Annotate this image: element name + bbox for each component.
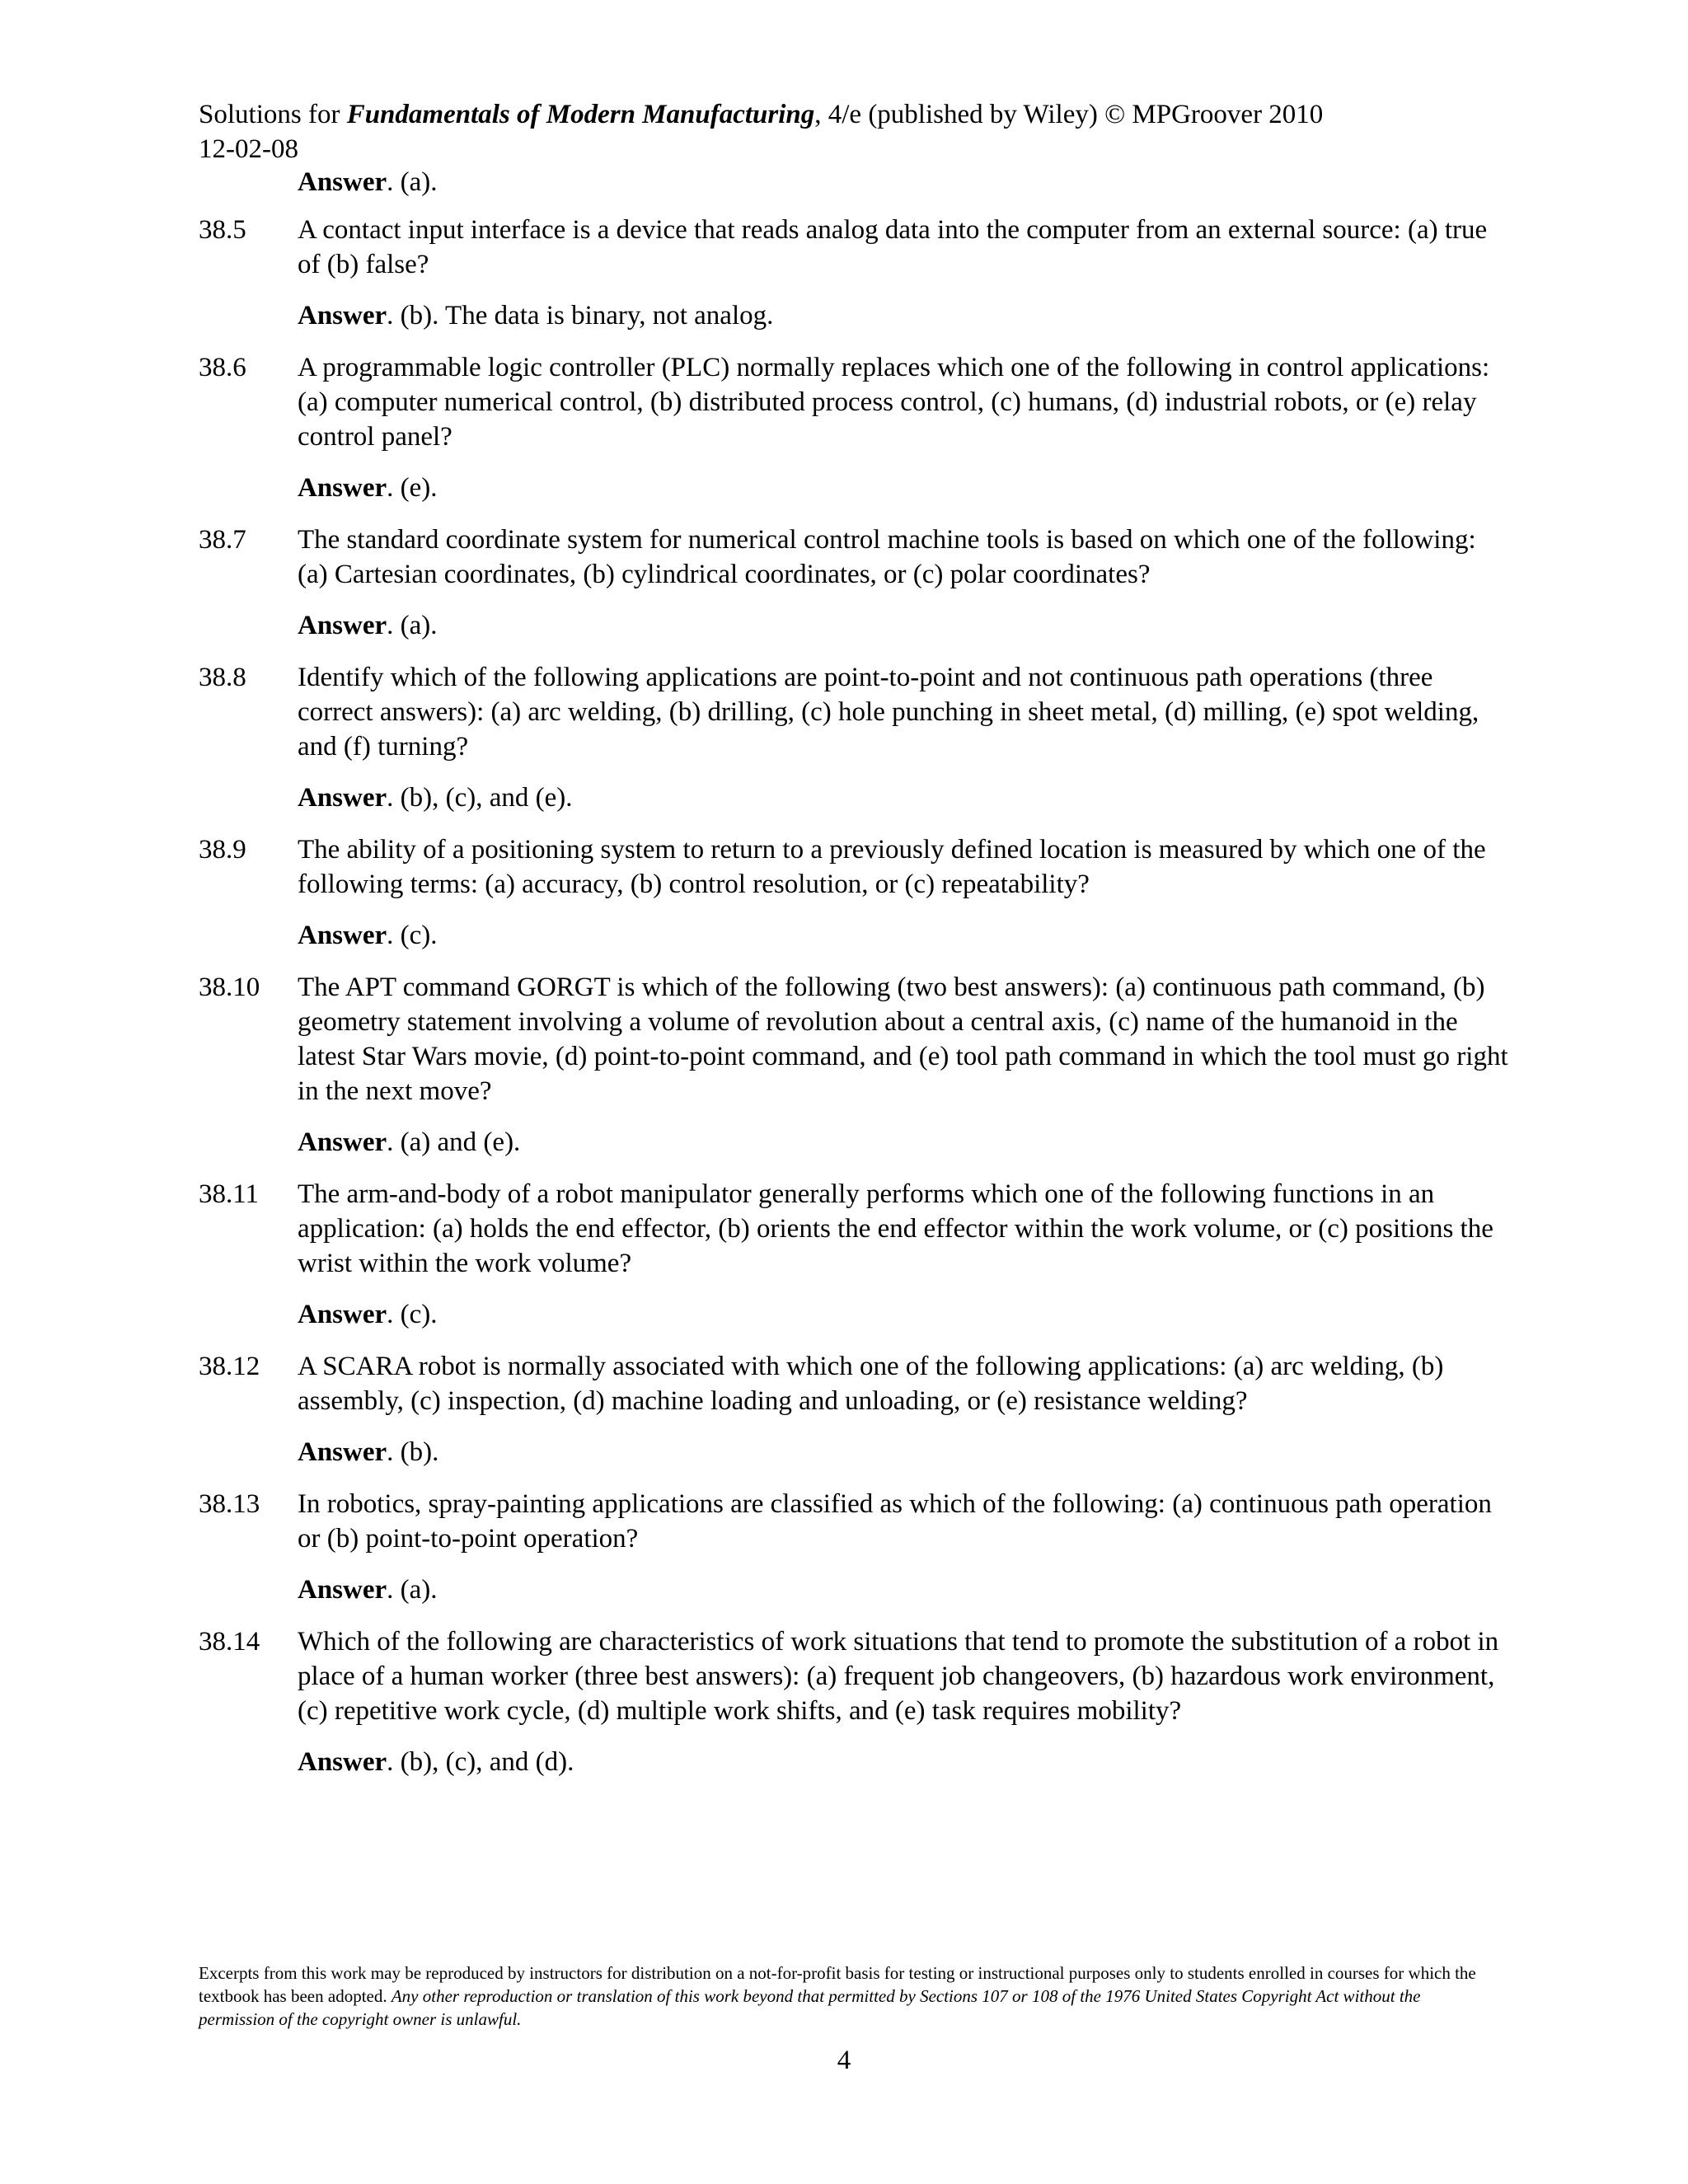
- book-title: Fundamentals of Modern Manufacturing: [346, 100, 815, 129]
- question-number: 38.6: [199, 353, 246, 382]
- footer-italic-text: Any other reproduction or translation of this work beyond that permitted by Sections 107 or 108 of the 1976 United States Copyright Act without the permission of the copyright owner is unlawful.: [199, 1986, 1421, 2029]
- question-item: [199, 1624, 1509, 1797]
- answer-label: Answer: [298, 1300, 387, 1329]
- question-number: 38.10: [199, 972, 260, 1002]
- question-item: [199, 213, 1509, 350]
- question-list: [199, 213, 1509, 1797]
- answer: [298, 471, 1509, 505]
- answer-text: . (c).: [387, 921, 438, 950]
- question-number: 38.11: [199, 1179, 260, 1209]
- answer-text: . (a) and (e).: [387, 1127, 521, 1157]
- question-text: Identify which of the following applications are point-to-point and not continuous path operations (three correct answers): (a) arc welding, (b) drilling, (c) hole punching in sheet metal, (d) milling, (e) spot welding, and (f) turning?: [298, 663, 1479, 762]
- question-item: [199, 832, 1509, 970]
- question-text: Which of the following are characteristics of work situations that tend to promote the substitution of a robot in place of a human worker (three best answers): (a) frequent job changeovers, (b) hazardous work environment, (c) repetitive work cycle, (d) multiple work shifts, and (e) task requires mobility?: [298, 1627, 1499, 1726]
- answer: [298, 1435, 1509, 1469]
- answer-text: . (a).: [387, 611, 438, 640]
- answer-label: Answer: [298, 921, 387, 950]
- answer-label: Answer: [298, 611, 387, 640]
- answer-text: . (b).: [387, 1437, 439, 1467]
- question-item: [199, 970, 1509, 1177]
- question-text: A programmable logic controller (PLC) normally replaces which one of the following in control applications: (a) computer numerical control, (b) distributed process control, (c) humans, (d) industrial robots, or (e) relay control panel?: [298, 353, 1490, 452]
- question-text: The standard coordinate system for numerical control machine tools is based on which one of the following: (a) Cartesian coordinates, (b) cylindrical coordinates, or (c) polar coordinates?: [298, 525, 1476, 589]
- question-text: In robotics, spray-painting applications are classified as which of the following: (a) continuous path operation or (b) point-to-point operation?: [298, 1489, 1492, 1554]
- question-number: 38.9: [199, 835, 246, 865]
- answer: [298, 1297, 1509, 1332]
- page-number: 4: [837, 2046, 851, 2075]
- answer-text: . (b). The data is binary, not analog.: [387, 301, 774, 330]
- answer-label: Answer: [298, 1127, 387, 1157]
- answer-text: . (b), (c), and (e).: [387, 783, 573, 813]
- answer-label: Answer: [298, 1747, 387, 1777]
- question-item: [199, 660, 1509, 832]
- answer-label: Answer: [298, 167, 387, 197]
- question-number: 38.12: [199, 1352, 260, 1381]
- question-number: 38.5: [199, 215, 246, 245]
- header-suffix: , 4/e (published by Wiley) © MPGroover 2010: [814, 100, 1324, 129]
- answer-text: . (a).: [387, 1575, 438, 1605]
- answer-label: Answer: [298, 473, 387, 503]
- page-header: [199, 97, 1323, 166]
- answer: [298, 1572, 1509, 1607]
- answer: [298, 1745, 1509, 1779]
- question-text: A SCARA robot is normally associated with which one of the following applications: (a) arc welding, (b) assembly, (c) inspection, (d) machine loading and unloading, or (e) resistance welding?: [298, 1352, 1444, 1416]
- answer-label: Answer: [298, 301, 387, 330]
- question-text: The APT command GORGT is which of the following (two best answers): (a) continuous path command, (b) geometry statement involving a volume of revolution about a central axis, (c) name of the humanoid in the latest Star Wars movie, (d) point-to-point command, and (e) tool path command in which the tool must go right in the next move?: [298, 972, 1508, 1106]
- answer-text: . (b), (c), and (d).: [387, 1747, 574, 1777]
- answer-text: . (e).: [387, 473, 438, 503]
- question-text: A contact input interface is a device that reads analog data into the computer from an external source: (a) true of (b) false?: [298, 215, 1488, 279]
- answer: [298, 1125, 1509, 1160]
- previous-answer: [298, 165, 438, 199]
- answer: [298, 608, 1509, 643]
- header-line: [199, 97, 1323, 132]
- header-date: 12-02-08: [199, 134, 298, 164]
- copyright-footer: [199, 1961, 1484, 2031]
- footer-text: Excerpts from this work may be reproduced by instructors for distribution on a not-for-profit basis for testing or instructional purposes only to students enrolled in courses for which the textbook has been adopted.: [199, 1963, 1476, 2006]
- answer-label: Answer: [298, 783, 387, 813]
- answer-text: . (a).: [387, 167, 438, 197]
- question-number: 38.13: [199, 1489, 260, 1519]
- question-text: The arm-and-body of a robot manipulator generally performs which one of the following functions in an application: (a) holds the end effector, (b) orients the end effector within the work volume, or (c) positions the wrist within the work volume?: [298, 1179, 1493, 1278]
- question-number: 38.7: [199, 525, 246, 555]
- answer-label: Answer: [298, 1575, 387, 1605]
- answer-text: . (c).: [387, 1300, 438, 1329]
- question-item: [199, 1349, 1509, 1487]
- question-number: 38.8: [199, 663, 246, 692]
- answer-label: Answer: [298, 1437, 387, 1467]
- question-item: [199, 350, 1509, 523]
- question-item: [199, 1487, 1509, 1624]
- answer: [298, 780, 1509, 815]
- question-item: [199, 523, 1509, 660]
- question-text: The ability of a positioning system to return to a previously defined location is measured by which one of the following terms: (a) accuracy, (b) control resolution, or (c) repeatability?: [298, 835, 1486, 899]
- answer: [298, 918, 1509, 953]
- question-number: 38.14: [199, 1627, 260, 1657]
- header-prefix: Solutions for: [199, 100, 347, 129]
- answer: [298, 298, 1509, 333]
- question-item: [199, 1177, 1509, 1349]
